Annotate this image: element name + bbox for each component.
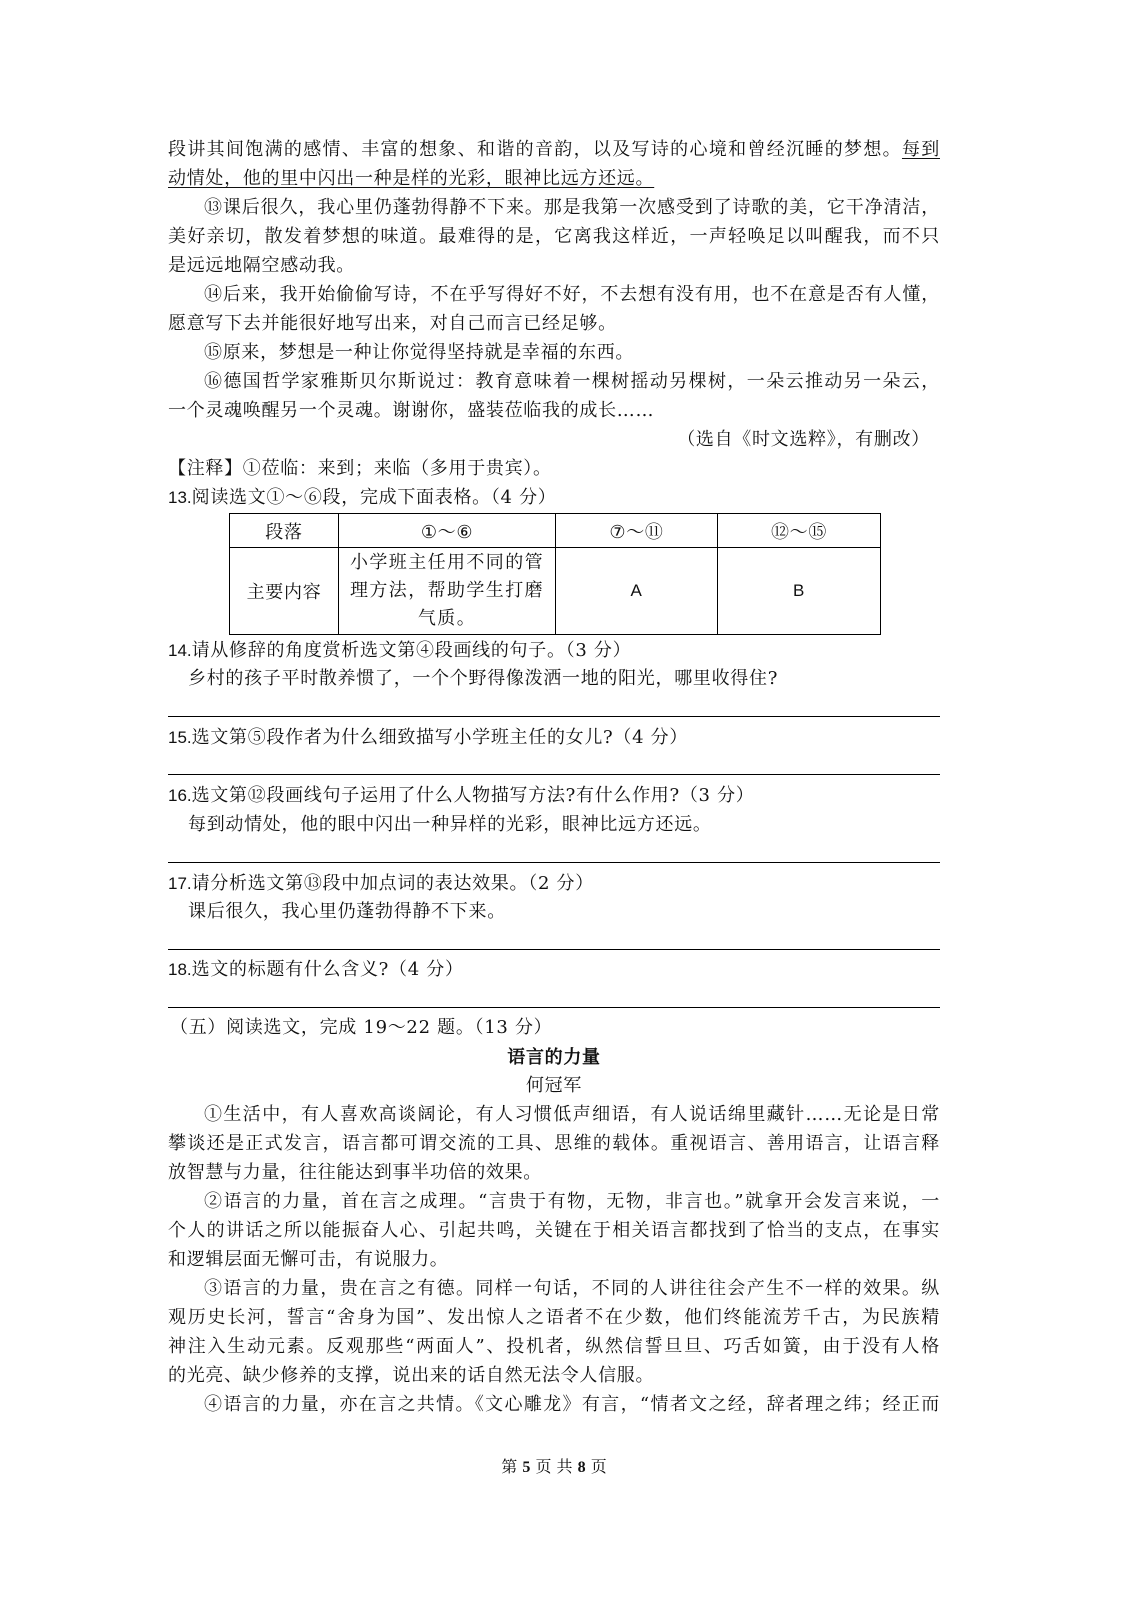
answer-table	[229, 513, 881, 635]
question-quote: 每到动情处，他的眼中闪出一种异样的光彩，眼神比远方还远。	[188, 814, 712, 835]
question-number: 15.	[168, 728, 192, 747]
table-header-cell: ⑦～⑪	[556, 514, 718, 548]
paragraph-15-line: ⑮原来，梦想是一种让你觉得坚持就是幸福的东西。	[204, 342, 635, 363]
table-row	[230, 548, 881, 635]
question-text: 选文的标题有什么含义?（4 分）	[191, 959, 464, 980]
answer-line	[168, 774, 940, 775]
question-number: 18.	[168, 960, 192, 979]
question-17	[168, 869, 940, 898]
article-author: 何冠军	[525, 1075, 583, 1096]
paragraph-13-line: ⑬课后很久，我心里仍蓬勃得静不下来。那是我第一次感受到了诗歌的美，它干净清洁，	[204, 197, 940, 218]
paragraph-12-line	[168, 135, 940, 164]
table-cell-answer-b: B	[718, 548, 881, 635]
paragraph-1-line: 攀谈还是正式发言，语言都可谓交流的工具、思维的载体。重视语言、善用语言，让语言释	[168, 1133, 940, 1154]
paragraph-14-line: ⑭后来，我开始偷偷写诗，不在乎写得好不好，不去想有没有用，也不在意是否有人懂，	[204, 284, 940, 305]
paragraph-16-line: ⑯德国哲学家雅斯贝尔斯说过：教育意味着一棵树摇动另棵树，一朵云推动另一朵云，	[204, 371, 940, 392]
underlined-sentence: 每到	[901, 139, 940, 160]
question-13	[168, 483, 940, 512]
page-footer	[168, 1452, 940, 1481]
footer-middle: 页 共	[530, 1457, 578, 1476]
answer-line	[168, 1007, 940, 1008]
paragraph-13-line: 美好亲切，散发着梦想的味道。最难得的是，它离我这样近，一声轻唤足以叫醒我，而不只	[168, 226, 940, 247]
question-15	[168, 723, 940, 752]
question-number: 17.	[168, 874, 192, 893]
paragraph-14-line: 愿意写下去并能很好地写出来，对自己而言已经足够。	[168, 313, 617, 334]
paragraph-12-line	[168, 164, 940, 193]
question-quote: 乡村的孩子平时散养惯了，一个个野得像泼洒一地的阳光，哪里收得住?	[188, 668, 779, 689]
paragraph-2-line: ②语言的力量，首在言之成理。“言贵于有物，无物，非言也。”就拿开会发言来说，一	[204, 1191, 940, 1212]
question-14	[168, 636, 940, 665]
passage-2	[168, 1100, 940, 1419]
table-cell-line: 气质。	[417, 608, 477, 629]
question-number: 14.	[168, 641, 192, 660]
question-18	[168, 955, 940, 984]
table-header-cell: ①～⑥	[339, 514, 556, 548]
question-number: 13.	[168, 488, 192, 507]
table-header-row	[230, 514, 881, 548]
question-text: 选文第⑤段作者为什么细致描写小学班主任的女儿?（4 分）	[191, 727, 689, 748]
answer-line	[168, 949, 940, 950]
table-header-cell: 段落	[230, 514, 339, 548]
page-number: 5	[522, 1459, 531, 1476]
paragraph-13-line: 是远远地隔空感动我。	[168, 255, 355, 276]
question-16	[168, 781, 940, 810]
question-text: 请分析选文第⑬段中加点词的表达效果。（2 分）	[191, 873, 594, 894]
paragraph-3-line: ③语言的力量，贵在言之有德。同样一句话，不同的人讲往往会产生不一样的效果。纵	[204, 1278, 940, 1299]
table-cell-line: 小学班主任用不同的管	[350, 552, 544, 573]
answer-line	[168, 862, 940, 863]
paragraph-1-line: ①生活中，有人喜欢高谈阔论，有人习惯低声细语，有人说话绵里藏针……无论是日常	[204, 1104, 940, 1125]
paragraph-12-text: 段讲其间饱满的感情、丰富的想象、和谐的音韵，以及写诗的心境和曾经沉睡的梦想。	[168, 139, 902, 160]
annotation-note: 【注释】①莅临：来到；来临（多用于贵宾）。	[168, 458, 552, 479]
underlined-sentence: 动情处，他的里中闪出一种是样的光彩，眼神比远方还远。	[168, 168, 655, 189]
paragraph-4-line: ④语言的力量，亦在言之共情。《文心雕龙》有言，“情者文之经，辞者理之纬；经正而	[204, 1394, 940, 1415]
table-cell-content	[339, 548, 556, 635]
table-cell-line: 理方法，帮助学生打磨	[350, 580, 544, 601]
passage-1	[168, 135, 940, 512]
question-quote: 课后很久，我心里仍蓬勃得静不下来。	[188, 901, 506, 922]
question-text: 选文第⑫段画线句子运用了什么人物描写方法?有什么作用?（3 分）	[191, 785, 755, 806]
paragraph-2-line: 和逻辑层面无懈可击，有说服力。	[168, 1249, 449, 1270]
table-cell-answer-a: A	[556, 548, 718, 635]
page-total: 8	[577, 1459, 586, 1476]
paragraph-3-line: 神注入生动元素。反观那些“两面人”、投机者，纵然信誓旦旦、巧舌如簧，由于没有人格	[168, 1336, 940, 1357]
paragraph-3-line: 的光亮、缺少修养的支撑，说出来的话自然无法令人信服。	[168, 1365, 655, 1386]
question-text: 阅读选文①～⑥段，完成下面表格。（4 分）	[191, 487, 557, 508]
paragraph-3-line: 观历史长河，誓言“舍身为国”、发出惊人之语者不在少数，他们终能流芳千古，为民族精	[168, 1307, 940, 1328]
section-heading: （五）阅读选文，完成 19～22 题。（13 分）	[170, 1017, 553, 1038]
paragraph-16-line: 一个灵魂唤醒另一个灵魂。谢谢你，盛装莅临我的成长……	[168, 400, 655, 421]
article-title: 语言的力量	[507, 1047, 601, 1068]
source-citation: （选自《时文选粹》，有删改）	[677, 429, 930, 450]
paragraph-1-line: 放智慧与力量，往往能达到事半功倍的效果。	[168, 1162, 542, 1183]
footer-prefix: 第	[501, 1457, 523, 1476]
paragraph-2-line: 个人的讲话之所以能振奋人心、引起共鸣，关键在于相关语言都找到了恰当的支点，在事实	[168, 1220, 940, 1241]
table-row-label: 主要内容	[230, 548, 339, 635]
answer-line	[168, 716, 940, 717]
question-text: 请从修辞的角度赏析选文第④段画线的句子。（3 分）	[191, 640, 632, 661]
table-header-cell: ⑫～⑮	[718, 514, 881, 548]
footer-suffix: 页	[585, 1457, 607, 1476]
question-number: 16.	[168, 786, 192, 805]
